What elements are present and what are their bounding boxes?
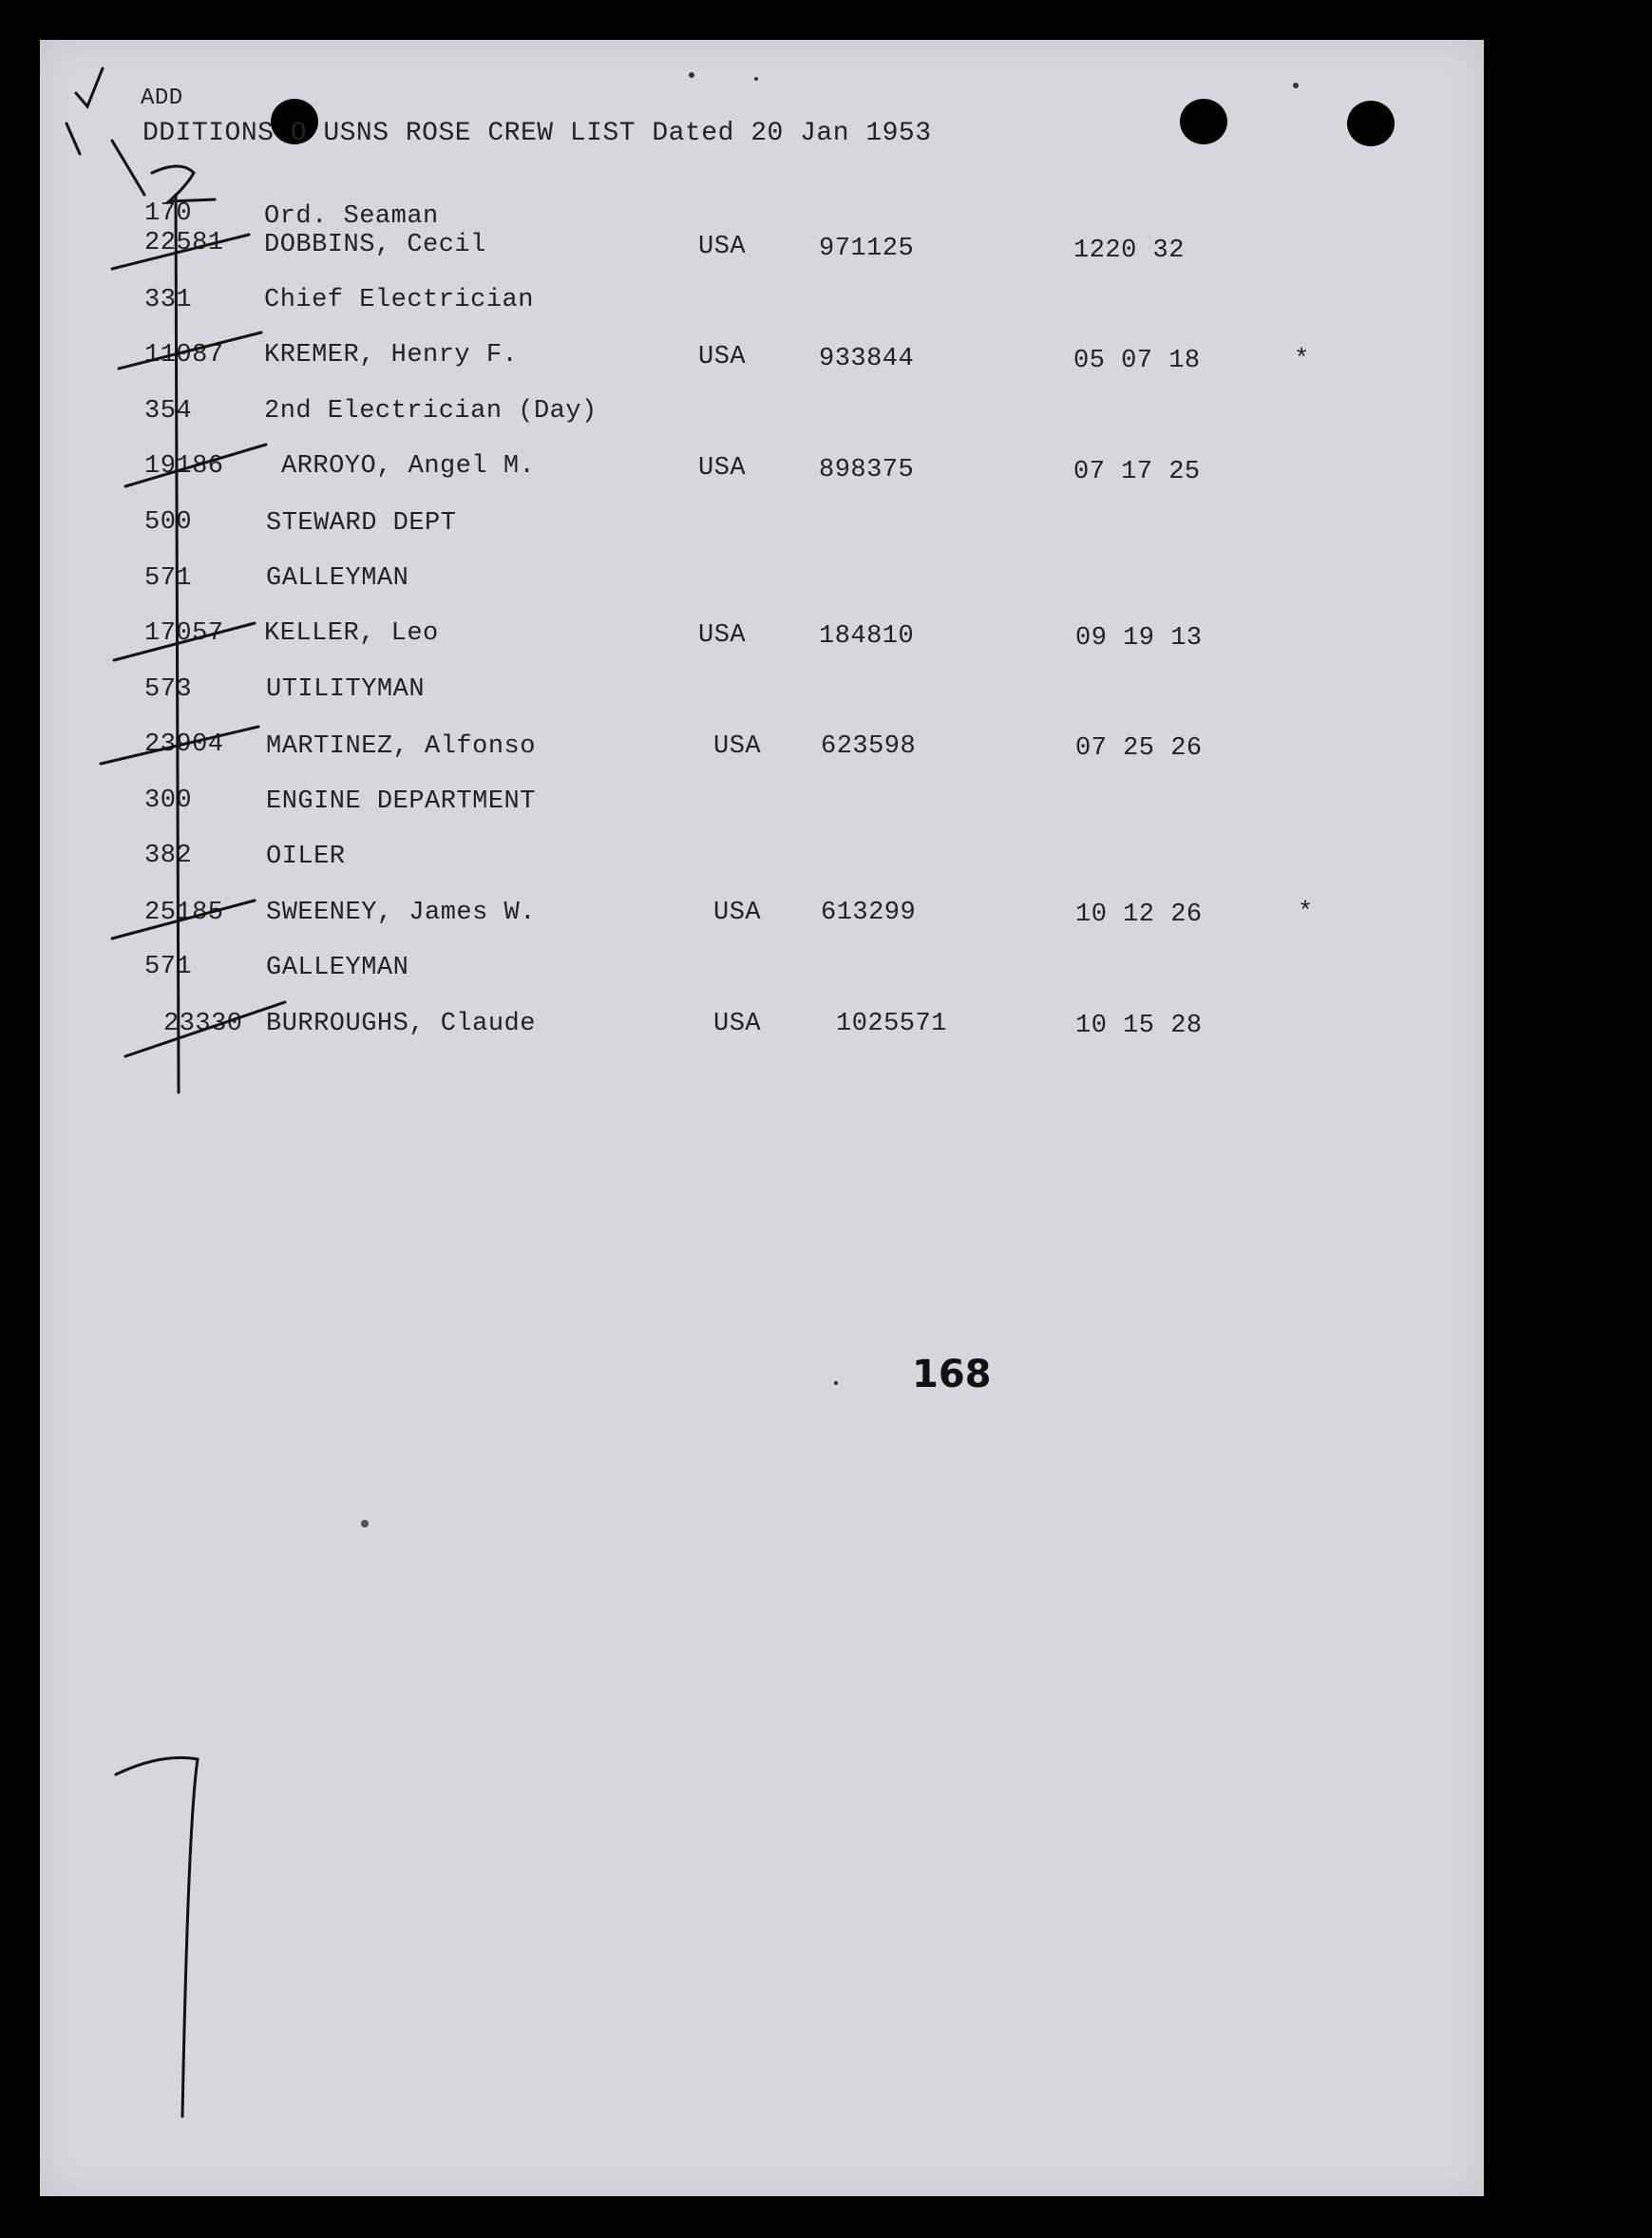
- nationality: USA: [713, 732, 762, 761]
- id-number: 1025571: [836, 1010, 947, 1038]
- nationality: USA: [698, 621, 747, 650]
- id-number: 623598: [821, 732, 917, 761]
- category-label: STEWARD DEPT: [266, 509, 457, 538]
- category-code: 354: [144, 397, 193, 426]
- birth-date: 07 17 25: [1073, 458, 1201, 486]
- document-title: DDITIONS O USNS ROSE CREW LIST Dated 20 Jan 1953: [142, 119, 932, 148]
- employee-code: 22581: [144, 229, 224, 257]
- employee-code: 11087: [144, 341, 224, 370]
- header-prefix-note: ADD: [141, 85, 183, 111]
- category-code: 170: [144, 199, 193, 228]
- category-label: UTILITYMAN: [266, 675, 426, 704]
- birth-date: 10 12 26: [1075, 901, 1203, 929]
- document-page: [40, 40, 1484, 2196]
- id-number: 971125: [819, 235, 915, 263]
- employee-code: 19186: [144, 452, 224, 481]
- category-code: 500: [144, 508, 193, 537]
- birth-date: 1220 32: [1073, 237, 1185, 265]
- category-label: OILER: [266, 843, 346, 871]
- birth-date: 05 07 18: [1073, 347, 1201, 375]
- birth-date: 07 25 26: [1075, 734, 1203, 763]
- asterisk-mark: *: [1298, 899, 1314, 927]
- employee-code: 25185: [144, 899, 224, 927]
- page-number: 168: [912, 1353, 992, 1396]
- birth-date: 10 15 28: [1075, 1012, 1203, 1040]
- category-code: 331: [144, 286, 193, 314]
- category-label: GALLEYMAN: [266, 564, 409, 593]
- employee-code: 17057: [144, 619, 224, 648]
- nationality: USA: [713, 1010, 762, 1038]
- category-code: 382: [144, 842, 193, 870]
- crew-name: MARTINEZ, Alfonso: [266, 732, 536, 761]
- crew-name: DOBBINS, Cecil: [264, 231, 486, 259]
- nationality: USA: [698, 343, 747, 371]
- birth-date: 09 19 13: [1075, 624, 1203, 653]
- crew-name: SWEENEY, James W.: [266, 899, 536, 927]
- crew-name: ARROYO, Angel M.: [281, 452, 536, 481]
- category-code: 300: [144, 787, 193, 815]
- punch-hole: [1180, 99, 1227, 144]
- nationality: USA: [713, 899, 762, 927]
- id-number: 184810: [819, 622, 915, 651]
- crew-name: KREMER, Henry F.: [264, 341, 519, 370]
- employee-code: 23904: [144, 730, 224, 759]
- category-label: ENGINE DEPARTMENT: [266, 787, 536, 816]
- nationality: USA: [698, 233, 747, 261]
- asterisk-mark: *: [1294, 346, 1310, 374]
- category-code: 571: [144, 564, 193, 593]
- category-code: 573: [144, 675, 193, 704]
- category-label: Chief Electrician: [264, 286, 534, 314]
- id-number: 933844: [819, 345, 915, 373]
- id-number: 613299: [821, 899, 917, 927]
- id-number: 898375: [819, 456, 915, 484]
- category-label: GALLEYMAN: [266, 954, 409, 982]
- crew-name: BURROUGHS, Claude: [266, 1010, 536, 1038]
- nationality: USA: [698, 454, 747, 483]
- crew-name: KELLER, Leo: [264, 619, 439, 648]
- punch-hole: [1347, 101, 1395, 146]
- category-label: 2nd Electrician (Day): [264, 397, 598, 426]
- category-label: Ord. Seaman: [264, 202, 439, 231]
- category-code: 571: [144, 953, 193, 981]
- employee-code: 23330: [163, 1010, 243, 1038]
